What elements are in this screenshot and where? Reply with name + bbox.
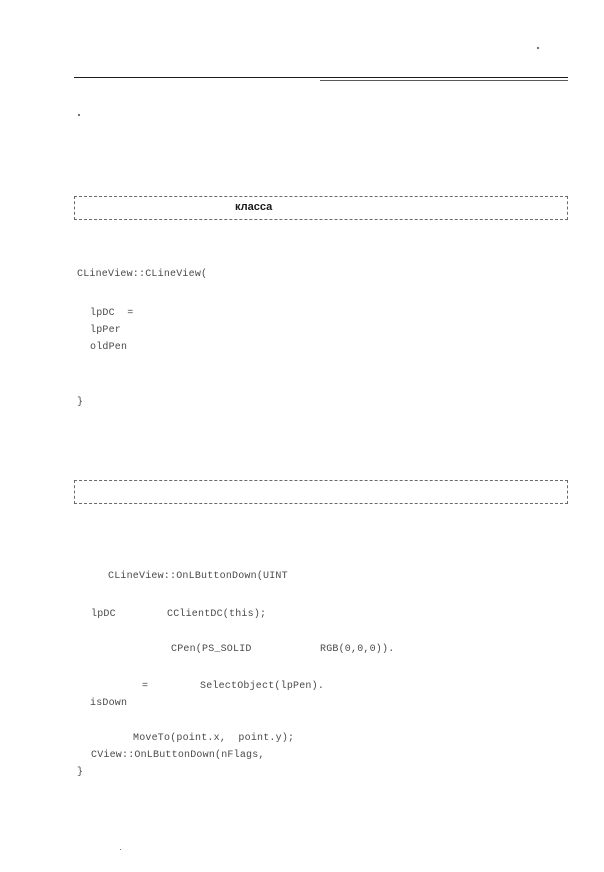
speck: [120, 849, 121, 850]
code-line: CView::OnLButtonDown(nFlags,: [91, 750, 265, 761]
code-line: oldPen: [90, 342, 128, 353]
code-line: }: [77, 767, 84, 778]
speck: [78, 114, 80, 116]
code-line: MoveTo(point.x, point.y);: [133, 733, 295, 744]
code-line: }: [77, 397, 84, 408]
top-rule-thin: [320, 80, 568, 81]
code-line: isDown: [90, 698, 128, 709]
code-line: lpDC: [91, 609, 116, 620]
code-line: lpDC =: [90, 308, 134, 319]
code-line: RGB(0,0,0)).: [320, 644, 395, 655]
code-line: lpPer: [90, 325, 122, 336]
top-rule: [74, 77, 568, 78]
code-line: =: [142, 681, 149, 692]
speck: [537, 47, 539, 49]
code-line: CLineView::CLineView(: [77, 269, 208, 280]
empty-heading-box: [74, 480, 568, 504]
code-line: CClientDC(this);: [167, 609, 267, 620]
section-heading-box: [74, 196, 568, 220]
code-line: CPen(PS_SOLID: [171, 644, 252, 655]
code-line: CLineView::OnLButtonDown(UINT: [108, 571, 288, 582]
code-line: SelectObject(lpPen).: [200, 681, 325, 692]
section-heading: класса: [235, 201, 273, 213]
